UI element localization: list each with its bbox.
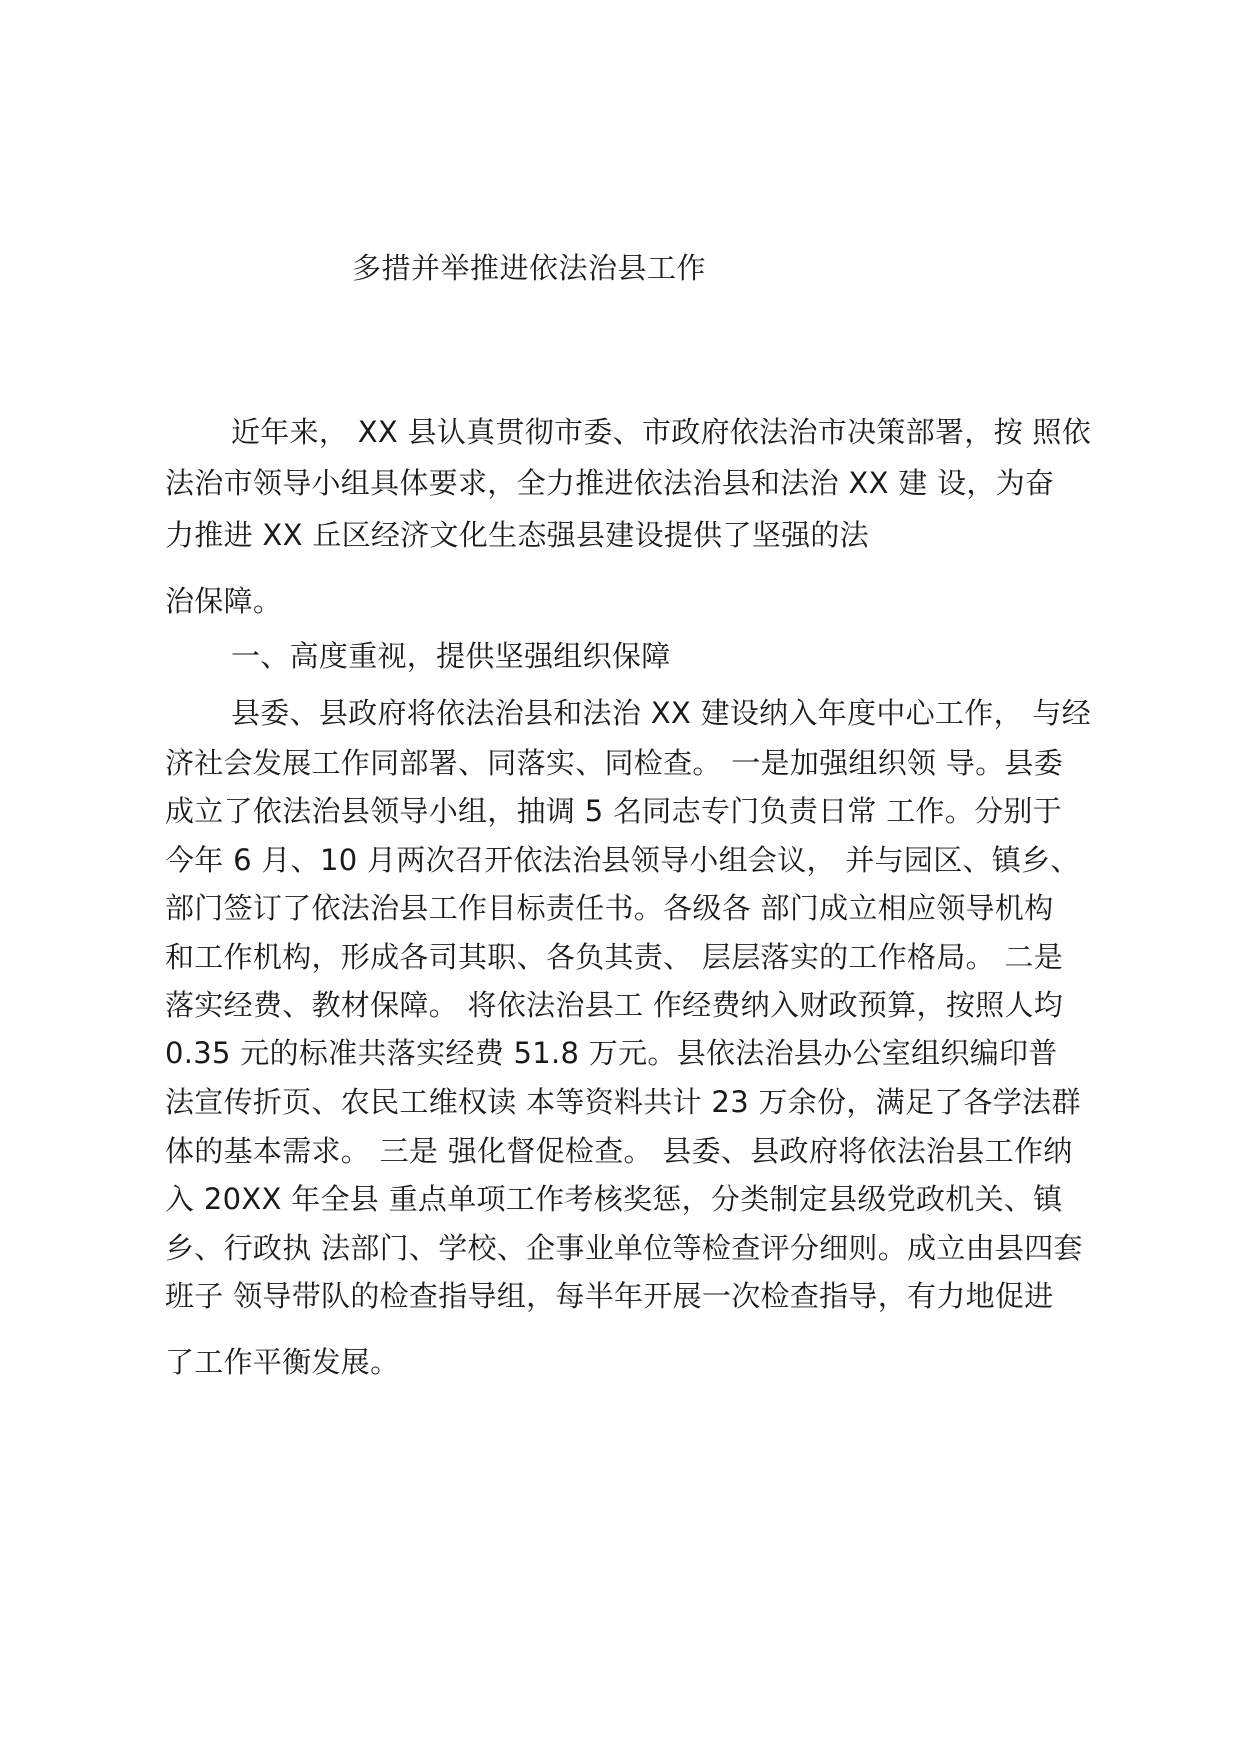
paragraph-line: 成立了依法治县领导小组，抽调 5 名同志专门负责日常 工作。分别于: [165, 794, 1063, 828]
paragraph-line: 治保障。: [165, 584, 283, 618]
paragraph-line: 部门签订了依法治县工作目标责任书。各级各 部门成立相应领导机构: [165, 891, 1054, 925]
paragraph-line: 近年来， XX 县认真贯彻市委、市政府依法治市决策部署，按 照依: [231, 415, 1091, 449]
paragraph-line: 力推进 XX 丘区经济文化生态强县建设提供了坚强的法: [165, 518, 869, 552]
paragraph-line: 济社会发展工作同部署、同落实、同检查。 一是加强组织领 导。县委: [165, 746, 1064, 780]
paragraph-line: 乡、行政执 法部门、学校、企事业单位等检查评分细则。成立由县四套: [165, 1231, 1083, 1265]
section-heading: 一、高度重视，提供坚强组织保障: [231, 639, 671, 673]
paragraph-line: 体的基本需求。 三是 强化督促检查。 县委、县政府将依法治县工作纳: [165, 1134, 1073, 1168]
paragraph-line: 今年 6 月、10 月两次召开依法治县领导小组会议， 并与园区、镇乡、: [165, 843, 1080, 877]
paragraph-line: 入 20XX 年全县 重点单项工作考核奖惩，分类制定县级党政机关、镇: [165, 1182, 1063, 1216]
paragraph-line: 落实经费、教材保障。 将依法治县工 作经费纳入财政预算，按照人均: [165, 988, 1064, 1022]
paragraph-line: 0.35 元的标准共落实经费 51.8 万元。县依法治县办公室组织编印普: [165, 1036, 1058, 1070]
document-title: 多措并举推进依法治县工作: [352, 251, 707, 285]
paragraph-line: 法治市领导小组具体要求，全力推进依法治县和法治 XX 建 设，为奋: [165, 466, 1055, 500]
paragraph-line: 了工作平衡发展。: [165, 1345, 400, 1379]
paragraph-line: 和工作机构，形成各司其职、各负其责、 层层落实的工作格局。 二是: [165, 940, 1064, 974]
paragraph-line: 县委、县政府将依法治县和法治 XX 建设纳入年度中心工作， 与经: [231, 696, 1091, 730]
paragraph-line: 法宣传折页、农民工维权读 本等资料共计 23 万余份，满足了各学法群: [165, 1085, 1081, 1119]
paragraph-line: 班子 领导带队的检查指导组，每半年开展一次检查指导，有力地促进: [165, 1279, 1054, 1313]
